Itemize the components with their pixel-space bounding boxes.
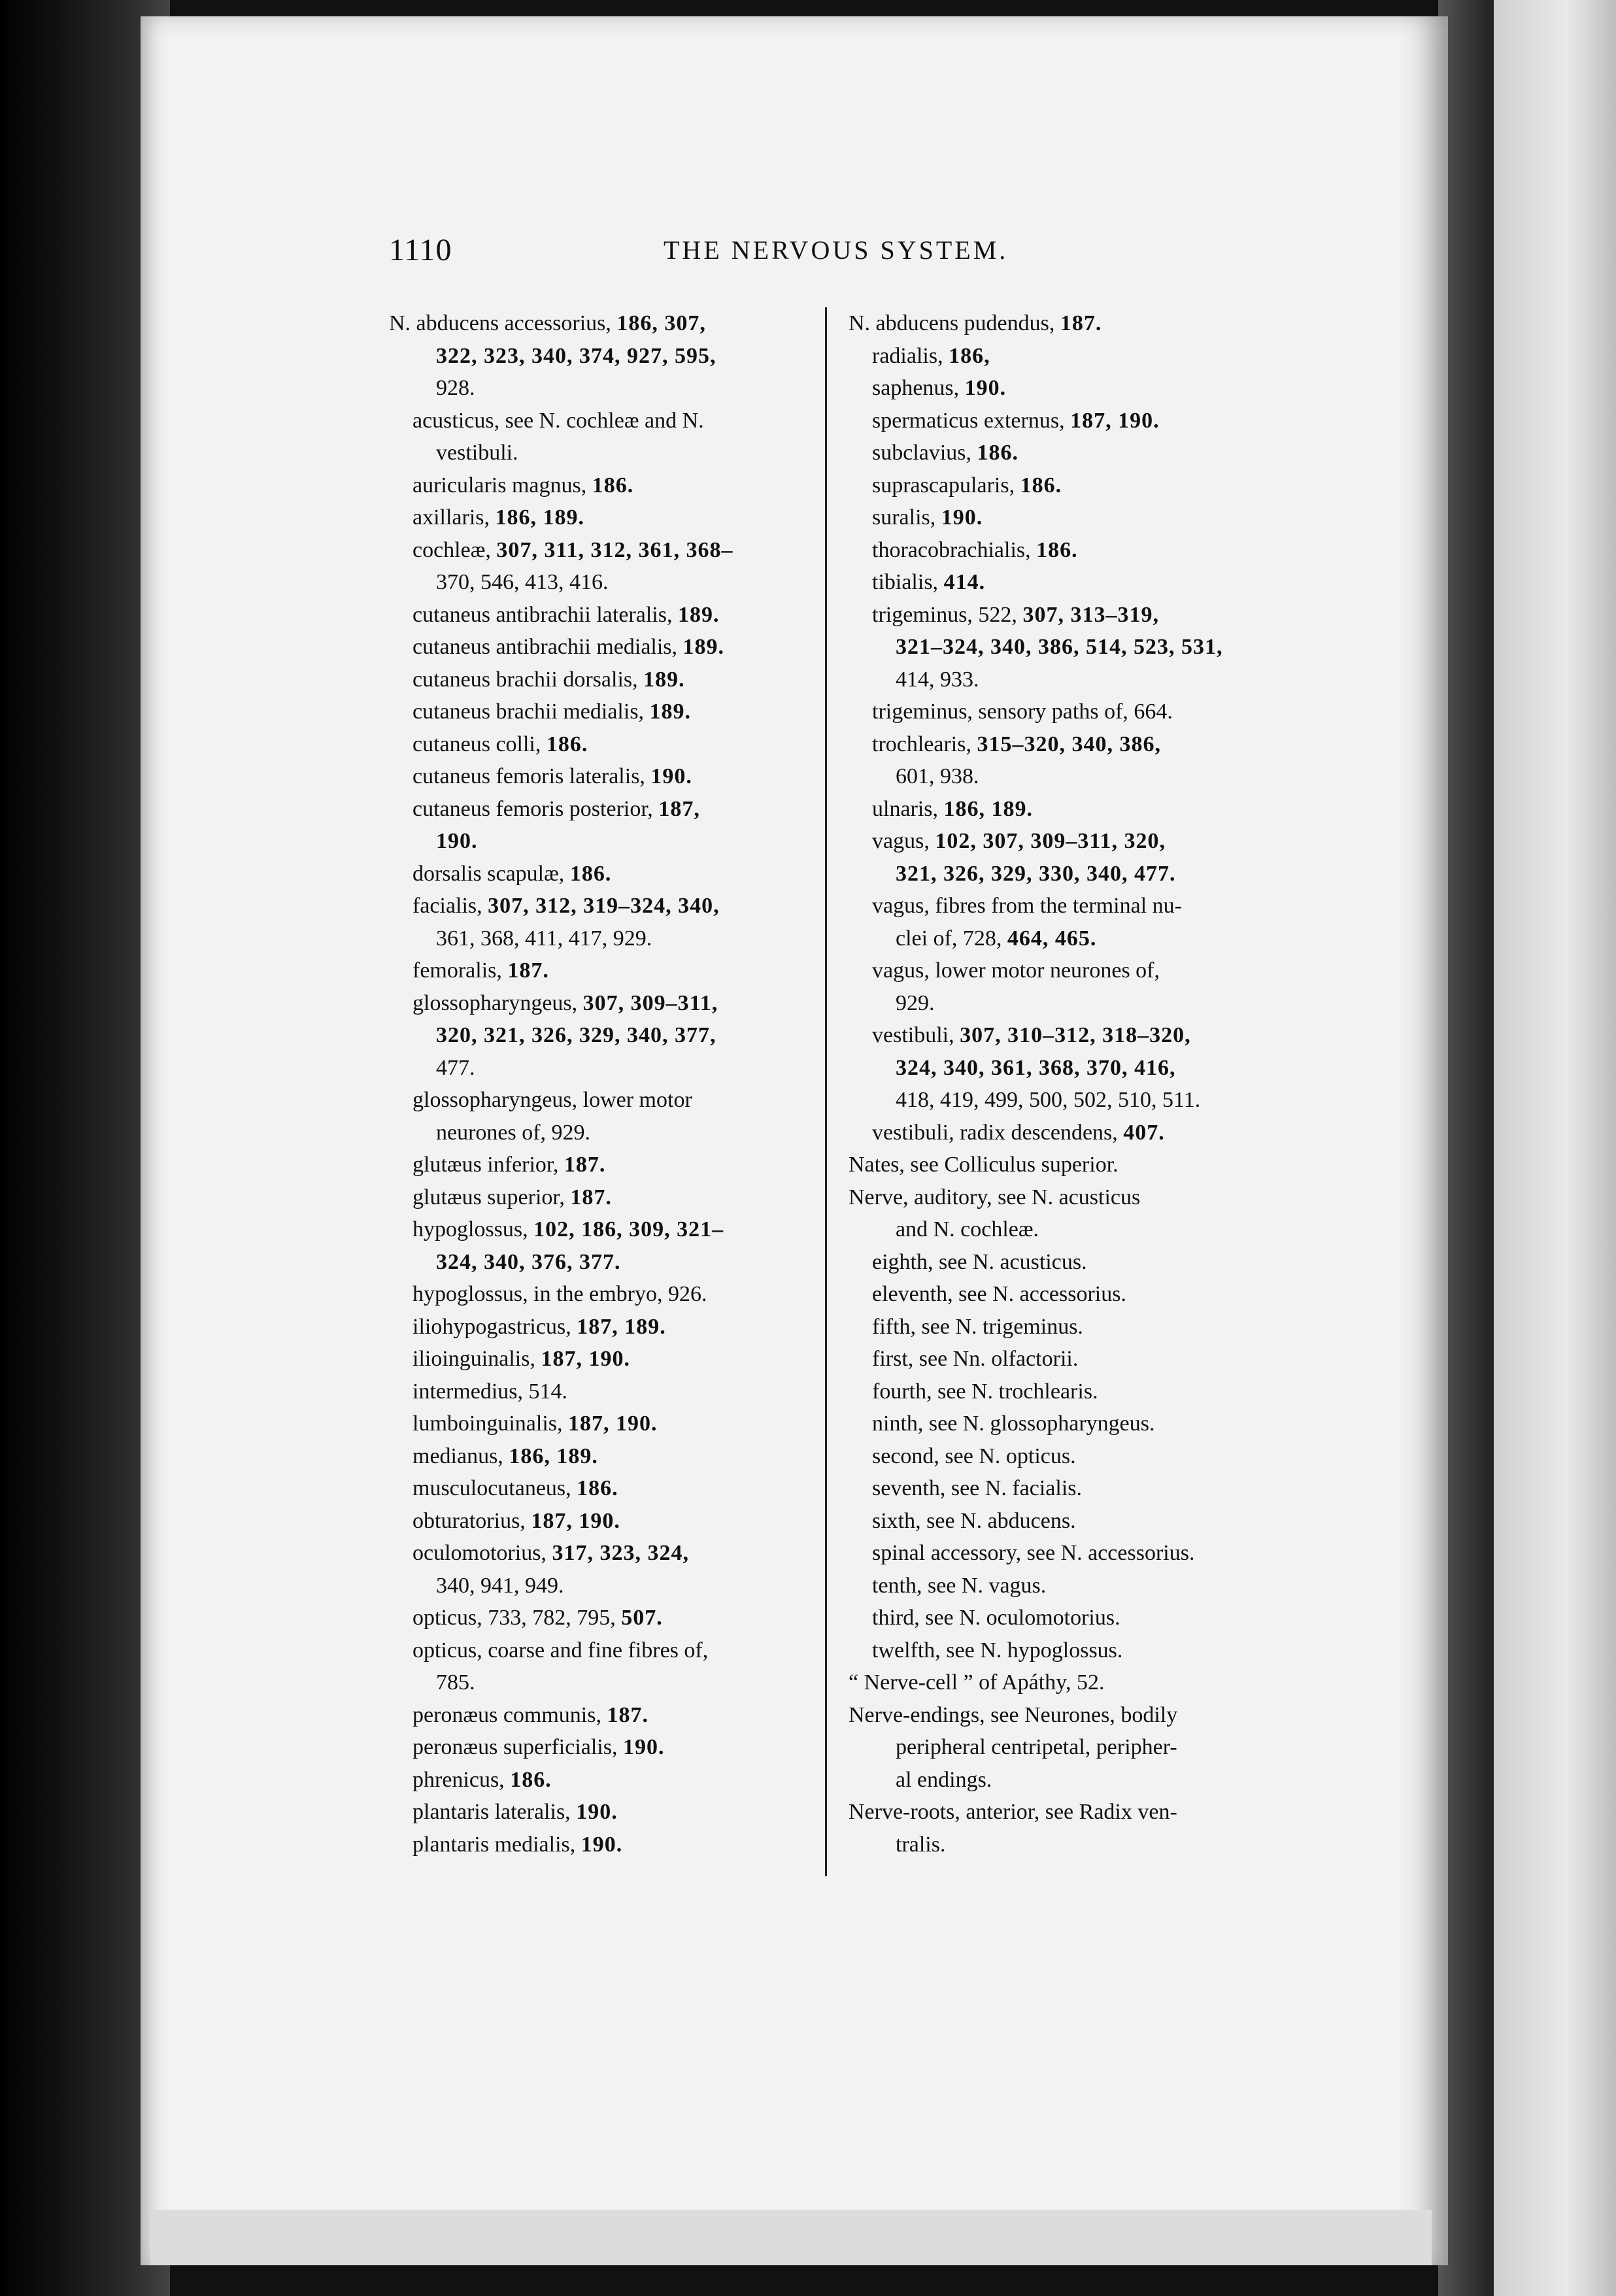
- index-entry: [849, 1764, 1293, 1797]
- index-entry: [849, 1052, 1293, 1085]
- entry-text: thoracobrachialis,: [872, 537, 1037, 562]
- entry-text: radialis,: [872, 343, 949, 368]
- index-column-left: [389, 307, 833, 1861]
- entry-pages: 187, 190.: [568, 1411, 658, 1436]
- index-entry: [389, 922, 833, 955]
- entry-text: opticus, coarse and fine fibres of,: [412, 1638, 709, 1663]
- entry-text: vagus, fibres from the terminal nu-: [872, 894, 1182, 918]
- entry-pages: 187, 189.: [577, 1314, 666, 1339]
- index-entry: [389, 340, 833, 373]
- index-entry: [389, 954, 833, 987]
- index-entry: [849, 307, 1293, 340]
- entry-pages: 315–320, 340, 386,: [977, 732, 1161, 756]
- entry-pages: 189.: [677, 602, 720, 627]
- entry-pages: 189.: [649, 700, 692, 724]
- entry-text: peronæus superficialis,: [412, 1735, 623, 1759]
- index-entry: [849, 987, 1293, 1020]
- entry-text: sixth, see N. abducens.: [872, 1508, 1076, 1533]
- entry-text: cutaneus antibrachii medialis,: [412, 635, 683, 659]
- entry-pages: 187,: [658, 796, 700, 821]
- index-entry: [389, 1602, 833, 1634]
- entry-text: 370, 546, 413, 416.: [436, 570, 609, 594]
- index-entry: [849, 1505, 1293, 1538]
- entry-pages: 324, 340, 376, 377.: [436, 1249, 621, 1274]
- entry-text: 477.: [436, 1055, 475, 1080]
- entry-text: cochleæ,: [412, 537, 497, 562]
- index-entry: [389, 501, 833, 534]
- index-entry: [389, 469, 833, 502]
- index-entry: [849, 825, 1293, 858]
- index-entry: [849, 1408, 1293, 1440]
- page-header: [389, 232, 1049, 284]
- index-entry: [849, 1666, 1293, 1699]
- entry-text: axillaris,: [412, 505, 496, 530]
- entry-pages: 189.: [643, 667, 685, 692]
- index-entry: [849, 1311, 1293, 1343]
- entry-pages: 187, 190.: [541, 1347, 630, 1371]
- index-entry: [389, 696, 833, 728]
- entry-pages: 307, 313–319,: [1022, 602, 1159, 627]
- entry-text: third, see N. oculomotorius.: [872, 1606, 1120, 1630]
- entry-pages: 407.: [1123, 1120, 1165, 1145]
- index-entry: [389, 760, 833, 793]
- entry-text: cutaneus femoris posterior,: [412, 796, 659, 821]
- index-entry: [389, 1796, 833, 1829]
- index-entry: [389, 1666, 833, 1699]
- entry-pages: 186.: [510, 1767, 552, 1792]
- entry-text: cutaneus femoris lateralis,: [412, 764, 651, 788]
- entry-text: hypoglossus, in the embryo, 926.: [412, 1282, 707, 1306]
- entry-text: ninth, see N. glossopharyngeus.: [872, 1411, 1155, 1436]
- index-entry: [389, 599, 833, 632]
- index-entry: [389, 1311, 833, 1343]
- entry-text: peronæus communis,: [412, 1702, 607, 1727]
- entry-text: neurones of, 929.: [436, 1120, 591, 1145]
- entry-text: 928.: [436, 376, 475, 400]
- entry-text: Nates, see Colliculus superior.: [849, 1153, 1119, 1177]
- entry-text: tralis.: [896, 1832, 946, 1857]
- index-entry: [389, 1376, 833, 1408]
- entry-text: trigeminus, sensory paths of, 664.: [872, 700, 1173, 724]
- entry-text: vestibuli,: [872, 1023, 960, 1047]
- index-entry: [849, 501, 1293, 534]
- index-entry: [389, 890, 833, 922]
- index-entry: [849, 534, 1293, 567]
- entry-text: hypoglossus,: [412, 1217, 534, 1241]
- index-entry: [389, 1634, 833, 1667]
- entry-text: vestibuli, radix descendens,: [872, 1120, 1124, 1145]
- entry-text: glutæus superior,: [412, 1185, 571, 1209]
- index-entry: [389, 728, 833, 761]
- index-entry: [849, 1699, 1293, 1732]
- entry-text: dorsalis scapulæ,: [412, 861, 570, 886]
- entry-text: Nerve-endings, see Neurones, bodily: [849, 1702, 1178, 1727]
- entry-text: musculocutaneus,: [412, 1476, 577, 1500]
- index-entry: [849, 340, 1293, 373]
- entry-pages: 190.: [964, 376, 1007, 400]
- index-entry: [389, 631, 833, 664]
- entry-text: “ Nerve-cell ” of Apáthy, 52.: [849, 1670, 1105, 1695]
- entry-text: 340, 941, 949.: [436, 1573, 564, 1598]
- entry-pages: 321, 326, 329, 330, 340, 477.: [896, 861, 1176, 886]
- entry-text: cutaneus brachii dorsalis,: [412, 667, 644, 692]
- entry-text: medianus,: [412, 1443, 509, 1468]
- index-entry: [389, 372, 833, 405]
- index-entry: [389, 1343, 833, 1376]
- entry-pages: 186.: [546, 732, 588, 756]
- entry-text: acusticus, see N. cochleæ and N.: [412, 408, 704, 433]
- entry-text: subclavius,: [872, 441, 977, 465]
- entry-pages: 414.: [943, 570, 986, 594]
- entry-text: vagus, lower motor neurones of,: [872, 958, 1160, 983]
- entry-text: fifth, see N. trigeminus.: [872, 1314, 1083, 1339]
- page-number: 1110: [389, 233, 452, 267]
- next-page-edge: [1494, 0, 1616, 2296]
- index-entry: [849, 728, 1293, 761]
- entry-pages: 187, 190.: [1070, 408, 1160, 433]
- index-entry: [849, 1537, 1293, 1570]
- index-entry: [849, 1634, 1293, 1667]
- index-entry: [849, 1472, 1293, 1505]
- entry-pages: 187.: [607, 1702, 648, 1727]
- entry-text: ulnaris,: [872, 796, 944, 821]
- entry-text: iliohypogastricus,: [412, 1314, 577, 1339]
- index-entry: [389, 1181, 833, 1214]
- entry-pages: 186, 189.: [495, 505, 585, 530]
- entry-text: spermaticus externus,: [872, 408, 1071, 433]
- index-entry: [389, 534, 833, 567]
- entry-pages: 186, 189.: [943, 796, 1034, 821]
- entry-pages: 317, 323, 324,: [552, 1541, 689, 1565]
- entry-pages: 464, 465.: [1007, 926, 1097, 951]
- entry-text: glossopharyngeus, lower motor: [412, 1088, 692, 1112]
- index-entry: [849, 858, 1293, 890]
- entry-text: trochlearis,: [872, 732, 977, 756]
- entry-text: spinal accessory, see N. accessorius.: [872, 1541, 1195, 1565]
- entry-pages: 187.: [507, 958, 549, 983]
- entry-text: eighth, see N. acusticus.: [872, 1249, 1087, 1274]
- running-title: THE NERVOUS SYSTEM.: [664, 235, 1009, 265]
- entry-pages: 307, 310–312, 318–320,: [960, 1023, 1191, 1047]
- entry-text: Nerve, auditory, see N. acusticus: [849, 1185, 1141, 1209]
- entry-pages: 187.: [1060, 311, 1102, 335]
- entry-pages: 190.: [576, 1800, 618, 1824]
- entry-pages: 322, 323, 340, 374, 927, 595,: [436, 343, 716, 368]
- entry-text: lumboinguinalis,: [412, 1411, 568, 1436]
- index-entry: [849, 1246, 1293, 1279]
- index-entry: [389, 987, 833, 1020]
- index-entry: [389, 1505, 833, 1538]
- entry-text: 361, 368, 411, 417, 929.: [436, 926, 652, 951]
- entry-pages: 190.: [650, 764, 692, 788]
- entry-text: second, see N. opticus.: [872, 1443, 1076, 1468]
- index-entry: [849, 1084, 1293, 1117]
- index-entry: [849, 1278, 1293, 1311]
- index-entry: [849, 566, 1293, 599]
- entry-text: N. abducens accessorius,: [389, 311, 617, 335]
- entry-text: femoralis,: [412, 958, 508, 983]
- entry-text: glossopharyngeus,: [412, 990, 583, 1015]
- entry-text: plantaris medialis,: [412, 1832, 581, 1857]
- index-entry: [849, 631, 1293, 664]
- entry-text: seventh, see N. facialis.: [872, 1476, 1082, 1500]
- entry-pages: 507.: [621, 1606, 663, 1630]
- entry-text: vestibuli.: [436, 441, 518, 465]
- entry-pages: 307, 309–311,: [582, 990, 718, 1015]
- index-entry: [849, 1570, 1293, 1602]
- entry-pages: 186.: [592, 473, 634, 498]
- index-entry: [389, 1570, 833, 1602]
- entry-pages: 187, 190.: [531, 1508, 620, 1533]
- entry-text: Nerve-roots, anterior, see Radix ven-: [849, 1800, 1177, 1824]
- entry-text: phrenicus,: [412, 1767, 511, 1792]
- index-entry: [849, 1602, 1293, 1634]
- index-entry: [849, 1796, 1293, 1829]
- entry-text: peripheral centripetal, peripher-: [896, 1735, 1177, 1759]
- entry-text: ilioinguinalis,: [412, 1347, 541, 1371]
- index-entry: [389, 1117, 833, 1149]
- index-entry: [849, 664, 1293, 696]
- entry-pages: 190.: [623, 1735, 665, 1759]
- index-entry: [389, 566, 833, 599]
- entry-text: cutaneus colli,: [412, 732, 547, 756]
- entry-text: 414, 933.: [896, 667, 979, 692]
- entry-pages: 307, 312, 319–324, 340,: [488, 894, 720, 918]
- index-entry: [389, 793, 833, 826]
- index-entry: [849, 1149, 1293, 1181]
- index-entry: [389, 858, 833, 890]
- entry-text: tenth, see N. vagus.: [872, 1573, 1047, 1598]
- index-entry: [849, 372, 1293, 405]
- index-entry: [849, 793, 1293, 826]
- entry-pages: 190.: [941, 505, 983, 530]
- page-bottom-edge: [150, 2210, 1432, 2265]
- entry-pages: 320, 321, 326, 329, 340, 377,: [436, 1023, 716, 1047]
- entry-text: eleventh, see N. accessorius.: [872, 1282, 1126, 1306]
- entry-pages: 187.: [570, 1185, 612, 1209]
- entry-text: first, see Nn. olfactorii.: [872, 1347, 1079, 1371]
- index-entry: [849, 599, 1293, 632]
- entry-pages: 186, 307,: [616, 311, 706, 335]
- index-entry: [389, 1731, 833, 1764]
- entry-text: twelfth, see N. hypoglossus.: [872, 1638, 1123, 1663]
- index-entry: [849, 696, 1293, 728]
- entry-pages: 190.: [436, 829, 478, 853]
- index-entry: [389, 1246, 833, 1279]
- entry-text: and N. cochleæ.: [896, 1217, 1039, 1241]
- entry-text: cutaneus antibrachii lateralis,: [412, 602, 678, 627]
- entry-text: fourth, see N. trochlearis.: [872, 1379, 1098, 1404]
- index-entry: [389, 1278, 833, 1311]
- index-entry: [389, 1408, 833, 1440]
- entry-text: facialis,: [412, 894, 488, 918]
- index-entry: [389, 1149, 833, 1181]
- entry-text: plantaris lateralis,: [412, 1800, 577, 1824]
- index-entry: [849, 954, 1293, 987]
- index-entry: [849, 405, 1293, 437]
- index-entry: [389, 1472, 833, 1505]
- index-entry: [389, 405, 833, 437]
- entry-pages: 321–324, 340, 386, 514, 523, 531,: [896, 635, 1223, 659]
- entry-text: intermedius, 514.: [412, 1379, 568, 1404]
- entry-text: suprascapularis,: [872, 473, 1020, 498]
- index-entry: [389, 437, 833, 469]
- entry-text: opticus, 733, 782, 795,: [412, 1606, 622, 1630]
- index-entry: [389, 1019, 833, 1052]
- entry-pages: 186.: [1036, 537, 1078, 562]
- index-entry: [849, 1376, 1293, 1408]
- entry-text: 601, 938.: [896, 764, 979, 788]
- index-entry: [849, 1019, 1293, 1052]
- entry-text: suralis,: [872, 505, 941, 530]
- entry-pages: 190.: [581, 1832, 623, 1857]
- index-entry: [389, 1440, 833, 1473]
- index-entry: [849, 922, 1293, 955]
- entry-pages: 186,: [949, 343, 990, 368]
- entry-pages: 186.: [577, 1476, 618, 1500]
- entry-text: obturatorius,: [412, 1508, 531, 1533]
- index-entry: [389, 1699, 833, 1732]
- entry-pages: 186.: [1020, 473, 1062, 498]
- index-column-right: [849, 307, 1293, 1861]
- entry-pages: 186, 189.: [509, 1443, 598, 1468]
- column-divider: [825, 307, 827, 1876]
- index-entry: [389, 1052, 833, 1085]
- index-entry: [849, 1829, 1293, 1861]
- index-entry: [389, 1084, 833, 1117]
- entry-pages: 307, 311, 312, 361, 368–: [496, 537, 733, 562]
- entry-text: 418, 419, 499, 500, 502, 510, 511.: [896, 1088, 1201, 1112]
- entry-pages: 186.: [977, 441, 1019, 465]
- entry-pages: 102, 307, 309–311, 320,: [935, 829, 1166, 853]
- index-entry: [849, 1440, 1293, 1473]
- entry-pages: 189.: [682, 635, 725, 659]
- entry-text: clei of, 728,: [896, 926, 1007, 951]
- index-entry: [849, 1343, 1293, 1376]
- entry-text: cutaneus brachii medialis,: [412, 700, 650, 724]
- entry-text: trigeminus, 522,: [872, 602, 1023, 627]
- entry-text: auricularis magnus,: [412, 473, 592, 498]
- index-entry: [849, 1731, 1293, 1764]
- entry-text: saphenus,: [872, 376, 965, 400]
- entry-pages: 186.: [569, 861, 612, 886]
- entry-text: vagus,: [872, 829, 935, 853]
- index-entry: [849, 890, 1293, 922]
- index-entry: [849, 1181, 1293, 1214]
- index-entry: [849, 1117, 1293, 1149]
- index-entry: [389, 1213, 833, 1246]
- entry-text: 929.: [896, 990, 935, 1015]
- index-entry: [389, 1764, 833, 1797]
- entry-pages: 187.: [564, 1153, 606, 1177]
- index-entry: [389, 825, 833, 858]
- index-entry: [389, 307, 833, 340]
- index-entry: [849, 760, 1293, 793]
- index-entry: [849, 437, 1293, 469]
- entry-text: oculomotorius,: [412, 1541, 552, 1565]
- index-entry: [389, 1829, 833, 1861]
- entry-text: glutæus inferior,: [412, 1153, 564, 1177]
- index-entry: [389, 664, 833, 696]
- entry-text: 785.: [436, 1670, 475, 1695]
- entry-pages: 102, 186, 309, 321–: [533, 1217, 724, 1241]
- index-entry: [849, 469, 1293, 502]
- entry-text: tibialis,: [872, 570, 944, 594]
- entry-pages: 324, 340, 361, 368, 370, 416,: [896, 1055, 1176, 1080]
- index-entry: [389, 1537, 833, 1570]
- entry-text: al endings.: [896, 1767, 992, 1792]
- index-entry: [849, 1213, 1293, 1246]
- entry-text: N. abducens pudendus,: [849, 311, 1060, 335]
